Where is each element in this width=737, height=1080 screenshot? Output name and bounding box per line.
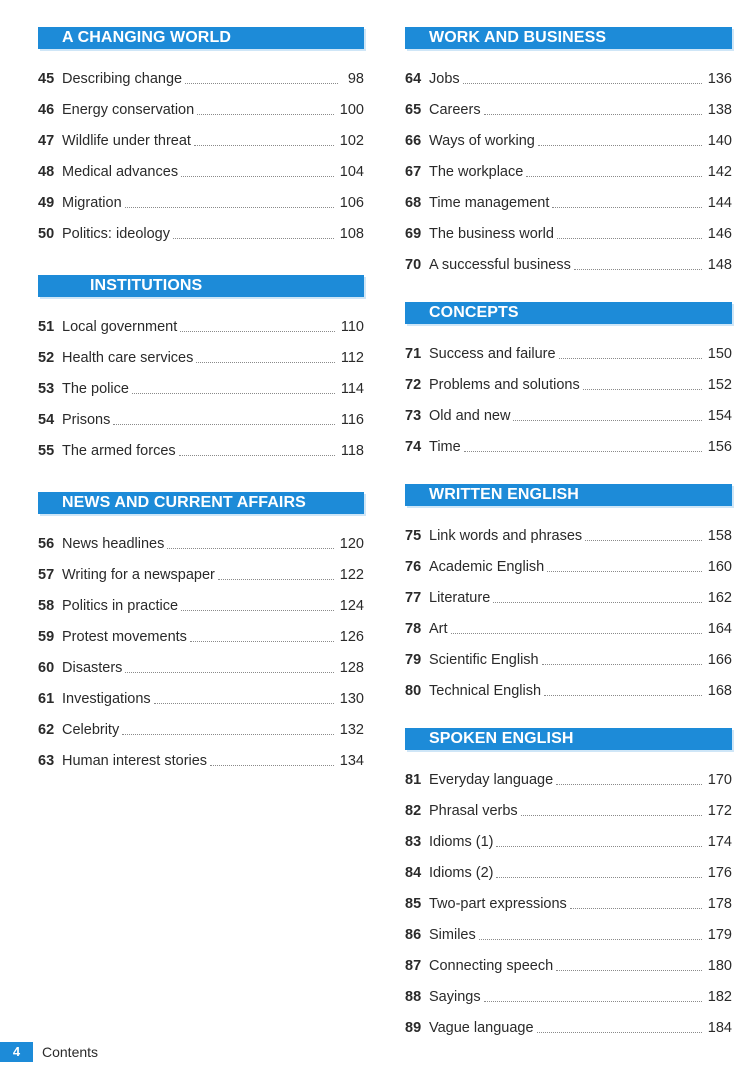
unit-title: Idioms (2): [429, 865, 494, 881]
footer-label: Contents: [42, 1044, 99, 1060]
section-header-written-english: [405, 484, 732, 506]
toc-entry[interactable]: [38, 409, 364, 429]
unit-title: Describing change: [62, 71, 183, 87]
unit-title: Health care services: [62, 350, 194, 366]
unit-title: Writing for a newspaper: [62, 567, 215, 583]
unit-title: Scientific English: [429, 652, 539, 668]
toc-entry[interactable]: [38, 440, 364, 460]
section-title: INSTITUTIONS: [90, 277, 203, 294]
section-title: CONCEPTS: [429, 304, 519, 321]
unit-title: Protest movements: [62, 629, 187, 645]
unit-number: 49: [38, 195, 55, 211]
toc-entry[interactable]: [38, 657, 364, 677]
unit-number: 80: [405, 683, 422, 699]
unit-number: 58: [38, 598, 55, 614]
dot-leader: [167, 548, 333, 549]
dot-leader: [557, 238, 702, 239]
unit-number: 46: [38, 102, 55, 118]
toc-entry[interactable]: [405, 618, 732, 638]
toc-entry[interactable]: [405, 374, 732, 394]
unit-title: News headlines: [62, 536, 165, 552]
dot-leader: [181, 176, 334, 177]
page-number: 162: [707, 590, 732, 606]
page-number: 152: [707, 377, 732, 393]
dot-leader: [544, 695, 702, 696]
page-number: 104: [339, 164, 364, 180]
page-number: 136: [707, 71, 732, 87]
page-number: 114: [340, 381, 364, 397]
page-number: 138: [707, 102, 732, 118]
unit-title: Academic English: [429, 559, 545, 575]
dot-leader: [513, 420, 701, 421]
toc-entry[interactable]: [405, 192, 732, 212]
page-number: 108: [339, 226, 364, 242]
unit-title: Idioms (1): [429, 834, 494, 850]
page-number: 98: [347, 71, 364, 87]
toc-entry[interactable]: [405, 525, 732, 545]
unit-number: 70: [405, 257, 422, 273]
unit-number: 68: [405, 195, 422, 211]
unit-title: Time management: [429, 195, 550, 211]
dot-leader: [583, 389, 702, 390]
page-number: 184: [707, 1020, 732, 1036]
toc-entry[interactable]: [405, 68, 732, 88]
toc-entry[interactable]: [405, 436, 732, 456]
dot-leader: [113, 424, 335, 425]
unit-number: 59: [38, 629, 55, 645]
unit-number: 85: [405, 896, 422, 912]
dot-leader: [538, 145, 702, 146]
toc-entry[interactable]: [405, 161, 732, 181]
unit-number: 53: [38, 381, 55, 397]
dot-leader: [122, 734, 334, 735]
unit-number: 62: [38, 722, 55, 738]
unit-number: 52: [38, 350, 55, 366]
page-number: 158: [707, 528, 732, 544]
unit-number: 55: [38, 443, 55, 459]
dot-leader: [190, 641, 334, 642]
unit-number: 83: [405, 834, 422, 850]
section-header-work-and-business: [405, 27, 732, 49]
unit-title: Everyday language: [429, 772, 554, 788]
unit-title: Ways of working: [429, 133, 535, 149]
dot-leader: [451, 633, 702, 634]
toc-entry[interactable]: [405, 405, 732, 425]
dot-leader: [556, 970, 702, 971]
page-number: 154: [707, 408, 732, 424]
dot-leader: [479, 939, 702, 940]
section-header-spoken-english: [405, 728, 732, 750]
toc-entry[interactable]: [38, 378, 364, 398]
unit-number: 86: [405, 927, 422, 943]
unit-number: 73: [405, 408, 422, 424]
unit-title: Local government: [62, 319, 178, 335]
unit-number: 56: [38, 536, 55, 552]
dot-leader: [185, 83, 338, 84]
dot-leader: [537, 1032, 702, 1033]
dot-leader: [559, 358, 702, 359]
toc-entry[interactable]: [405, 893, 732, 913]
unit-title: Link words and phrases: [429, 528, 583, 544]
toc-entry[interactable]: [38, 99, 364, 119]
page-number: 116: [340, 412, 364, 428]
unit-number: 75: [405, 528, 422, 544]
dot-leader: [526, 176, 702, 177]
section-title: A CHANGING WORLD: [62, 29, 231, 46]
page-number: 100: [339, 102, 364, 118]
page-number: 182: [707, 989, 732, 1005]
unit-number: 47: [38, 133, 55, 149]
dot-leader: [125, 207, 334, 208]
page-number: 122: [339, 567, 364, 583]
page-number: 130: [339, 691, 364, 707]
dot-leader: [556, 784, 702, 785]
toc-entry[interactable]: [405, 800, 732, 820]
page-number: 174: [707, 834, 732, 850]
unit-title: Art: [429, 621, 448, 637]
dot-leader: [570, 908, 702, 909]
dot-leader: [552, 207, 701, 208]
unit-number: 79: [405, 652, 422, 668]
unit-title: Celebrity: [62, 722, 120, 738]
page-number: 178: [707, 896, 732, 912]
unit-title: Sayings: [429, 989, 481, 1005]
toc-entry[interactable]: [38, 161, 364, 181]
dot-leader: [464, 451, 702, 452]
toc-entry[interactable]: [38, 223, 364, 243]
dot-leader: [218, 579, 334, 580]
dot-leader: [125, 672, 333, 673]
toc-entry[interactable]: [405, 831, 732, 851]
dot-leader: [463, 83, 702, 84]
page-number: 150: [707, 346, 732, 362]
toc-entry[interactable]: [38, 688, 364, 708]
section-header-news-and-current-affairs: [38, 492, 364, 514]
unit-title: Literature: [429, 590, 491, 606]
unit-number: 84: [405, 865, 422, 881]
toc-entry[interactable]: [405, 1017, 732, 1037]
section-header-concepts: [405, 302, 732, 324]
unit-number: 54: [38, 412, 55, 428]
unit-number: 82: [405, 803, 422, 819]
dot-leader: [574, 269, 702, 270]
toc-entry[interactable]: [38, 564, 364, 584]
page-number: 166: [707, 652, 732, 668]
toc-entry[interactable]: [38, 626, 364, 646]
page-number: 134: [339, 753, 364, 769]
unit-number: 51: [38, 319, 55, 335]
unit-title: Politics in practice: [62, 598, 179, 614]
unit-number: 63: [38, 753, 55, 769]
section-title: NEWS AND CURRENT AFFAIRS: [62, 494, 306, 511]
toc-entry[interactable]: [405, 924, 732, 944]
toc-entry[interactable]: [38, 750, 364, 770]
unit-title: Disasters: [62, 660, 123, 676]
unit-number: 71: [405, 346, 422, 362]
page-number: 170: [707, 772, 732, 788]
unit-number: 57: [38, 567, 55, 583]
page-number: 126: [339, 629, 364, 645]
unit-title: Careers: [429, 102, 481, 118]
toc-entry[interactable]: [405, 254, 732, 274]
page-number: 144: [707, 195, 732, 211]
page-number: 106: [339, 195, 364, 211]
page-number: 172: [707, 803, 732, 819]
dot-leader: [496, 877, 701, 878]
dot-leader: [173, 238, 334, 239]
toc-entry[interactable]: [405, 99, 732, 119]
page-number: 179: [707, 927, 732, 943]
unit-title: Human interest stories: [62, 753, 208, 769]
toc-entry[interactable]: [405, 587, 732, 607]
unit-title: The workplace: [429, 164, 524, 180]
dot-leader: [210, 765, 334, 766]
dot-leader: [493, 602, 702, 603]
unit-number: 61: [38, 691, 55, 707]
unit-title: Medical advances: [62, 164, 179, 180]
section-title: WRITTEN ENGLISH: [429, 486, 579, 503]
unit-title: A successful business: [429, 257, 571, 273]
unit-title: Technical English: [429, 683, 542, 699]
page-number: 148: [707, 257, 732, 273]
toc-entry[interactable]: [405, 680, 732, 700]
toc-entry[interactable]: [38, 595, 364, 615]
unit-title: Investigations: [62, 691, 151, 707]
page-number: 156: [707, 439, 732, 455]
unit-title: Prisons: [62, 412, 111, 428]
dot-leader: [197, 114, 334, 115]
page-number: 142: [707, 164, 732, 180]
unit-title: Two-part expressions: [429, 896, 567, 912]
unit-number: 60: [38, 660, 55, 676]
toc-entry[interactable]: [38, 719, 364, 739]
unit-title: Similes: [429, 927, 476, 943]
toc-entry[interactable]: [38, 316, 364, 336]
page-number: 168: [707, 683, 732, 699]
unit-number: 76: [405, 559, 422, 575]
toc-entry[interactable]: [405, 343, 732, 363]
dot-leader: [547, 571, 702, 572]
unit-title: Jobs: [429, 71, 460, 87]
unit-number: 48: [38, 164, 55, 180]
page-number: 112: [340, 350, 364, 366]
section-header-a-changing-world: [38, 27, 364, 49]
dot-leader: [194, 145, 334, 146]
page-number: 160: [707, 559, 732, 575]
page-number: 132: [339, 722, 364, 738]
page-number: 176: [707, 865, 732, 881]
unit-number: 64: [405, 71, 422, 87]
section-title: WORK AND BUSINESS: [429, 29, 607, 46]
unit-title: Vague language: [429, 1020, 534, 1036]
dot-leader: [521, 815, 702, 816]
dot-leader: [585, 540, 702, 541]
dot-leader: [132, 393, 335, 394]
dot-leader: [542, 664, 702, 665]
unit-number: 81: [405, 772, 422, 788]
toc-entry[interactable]: [405, 769, 732, 789]
dot-leader: [180, 331, 335, 332]
toc-entry[interactable]: [38, 68, 364, 88]
toc-entry[interactable]: [38, 192, 364, 212]
section-title: SPOKEN ENGLISH: [429, 730, 574, 747]
toc-entry[interactable]: [38, 347, 364, 367]
page-number: 128: [339, 660, 364, 676]
toc-entry[interactable]: [405, 649, 732, 669]
unit-number: 66: [405, 133, 422, 149]
unit-number: 45: [38, 71, 55, 87]
unit-title: Problems and solutions: [429, 377, 580, 393]
unit-title: The business world: [429, 226, 554, 242]
toc-entry[interactable]: [405, 556, 732, 576]
section-header-institutions: [38, 275, 364, 297]
unit-title: Phrasal verbs: [429, 803, 518, 819]
unit-title: Connecting speech: [429, 958, 554, 974]
unit-number: 77: [405, 590, 422, 606]
toc-entry[interactable]: [38, 533, 364, 553]
dot-leader: [179, 455, 335, 456]
unit-title: The armed forces: [62, 443, 176, 459]
page-number: 180: [707, 958, 732, 974]
unit-title: Energy conservation: [62, 102, 195, 118]
toc-entry[interactable]: [405, 223, 732, 243]
toc-entry[interactable]: [405, 130, 732, 150]
unit-number: 88: [405, 989, 422, 1005]
unit-number: 78: [405, 621, 422, 637]
unit-title: Migration: [62, 195, 122, 211]
unit-title: Time: [429, 439, 461, 455]
dot-leader: [496, 846, 701, 847]
dot-leader: [154, 703, 334, 704]
unit-number: 65: [405, 102, 422, 118]
toc-entry[interactable]: [405, 986, 732, 1006]
dot-leader: [181, 610, 334, 611]
page-number: 120: [339, 536, 364, 552]
dot-leader: [484, 114, 702, 115]
toc-entry[interactable]: [405, 862, 732, 882]
toc-entry[interactable]: [38, 130, 364, 150]
unit-number: 50: [38, 226, 55, 242]
dot-leader: [484, 1001, 702, 1002]
unit-number: 87: [405, 958, 422, 974]
unit-title: Success and failure: [429, 346, 556, 362]
page-number: 110: [340, 319, 364, 335]
unit-title: Wildlife under threat: [62, 133, 191, 149]
dot-leader: [196, 362, 335, 363]
unit-title: Politics: ideology: [62, 226, 170, 242]
page-number: 102: [339, 133, 364, 149]
footer-page-number: 4: [0, 1042, 33, 1062]
page-number: 140: [707, 133, 732, 149]
unit-number: 67: [405, 164, 422, 180]
unit-number: 69: [405, 226, 422, 242]
unit-title: Old and new: [429, 408, 511, 424]
toc-entry[interactable]: [405, 955, 732, 975]
unit-title: The police: [62, 381, 129, 397]
unit-number: 72: [405, 377, 422, 393]
unit-number: 74: [405, 439, 422, 455]
page-number: 146: [707, 226, 732, 242]
unit-number: 89: [405, 1020, 422, 1036]
page-number: 118: [340, 443, 364, 459]
page-number: 124: [339, 598, 364, 614]
page-number: 164: [707, 621, 732, 637]
